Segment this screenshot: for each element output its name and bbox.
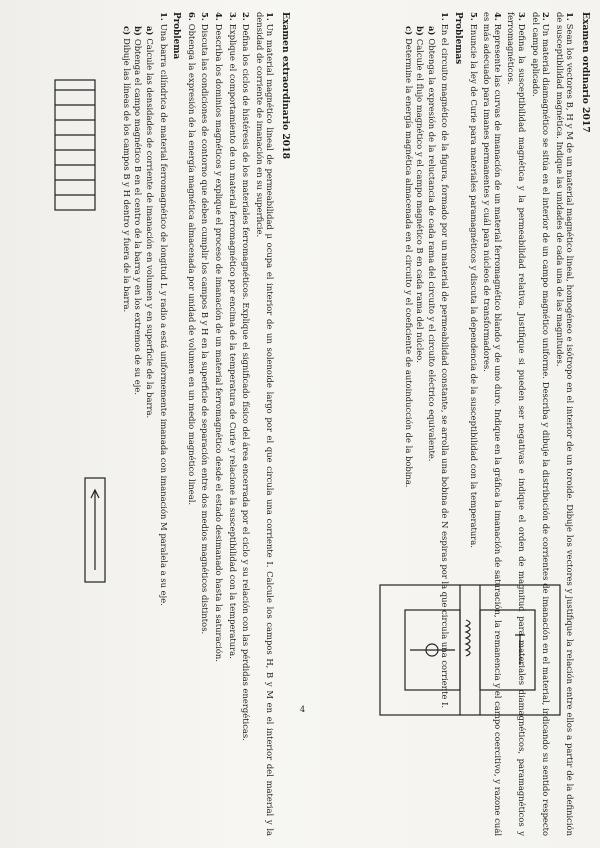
right-problem-1a: a)Obtenga la expresión de la reluctancia de cada rama del circuito y el circuito eléctrico equivalente. xyxy=(426,26,437,462)
right-question-3: 3.Defina la susceptibilidad magnética y la permeabilidad relativa. Justifique si pueden ser negativas e indique el orden de magnitud para materiales diamagnéticos, paramagnéticos y ferromagnéticos. xyxy=(506,12,528,836)
page-number: 4 xyxy=(300,705,306,714)
right-question-4: 4.Represente las curvas de imanación de un material ferromagnético blando y de uno duro. Indique en la gráfica la imanación de saturación, la remanencia y el campo coercitivo, y razone cuál es más adecuado para imanes permanentes y cuál para núcleos de transformadores. xyxy=(482,12,503,836)
right-problem-1: 1.En el circuito magnético de la figura, formado por un material de permeabilidad constante, se arrolla una bobina de N espiras por la que circula una corriente I. xyxy=(440,12,451,709)
left-question-3: 3.Explique el comportamiento de un material ferromagnético por encima de la temperatura de Curie y relacione la susceptibilidad con la temperatura. xyxy=(227,12,238,659)
right-problem-1b: b)Calcule el flujo magnético y el campo magnético B en cada rama del núcleo. xyxy=(415,26,426,363)
bar-figure xyxy=(70,470,120,590)
left-question-6: 6.Obtenga la expresión de la energía magnética almacenada por unidad de volumen en un medio magnético lineal. xyxy=(186,12,197,506)
right-problem-1c: c)Determine la energía magnética almacenada en el circuito y el coeficiente de autoinducción de la bobina. xyxy=(403,26,414,488)
left-question-4: 4.Describa los dominios magnéticos y explique el proceso de imanación de un material ferromagnético desde el estado desimanado hasta la saturación. xyxy=(214,12,225,662)
left-title: Examen extraordinario 2018 xyxy=(280,12,291,159)
left-question-5: 5.Discuta las condiciones de contorno que deben cumplir los campos B y H en la superficie de separación entre dos medios magnéticos distintos. xyxy=(200,12,211,635)
magnetic-circuit-figure xyxy=(370,575,570,725)
coil-icon xyxy=(466,620,470,656)
left-problem-1: 1.Una barra cilíndrica de material ferromagnético de longitud L y radio a está uniformemente imanada con imanación M paralela a su eje. xyxy=(158,12,169,606)
right-title: Examen ordinario 2017 xyxy=(580,12,591,133)
left-problem-1a: a)Calcule las densidades de corriente de imanación en volumen y en superficie de la barra. xyxy=(145,26,156,419)
right-question-2: 2.Un material diamagnético se sitúa en el interior de un campo magnético uniforme. Describa y dibuje la distribución de corrientes de imanación en el material, indicando su sentido respecto del campo aplicado. xyxy=(530,12,552,836)
right-problems-title: Problemas xyxy=(453,12,464,65)
left-question-1: 1.Un material magnético lineal de permeabilidad μ ocupa el interior de un solenoide largo por el que circula una corriente I. Calcule los campos H, B y M en el interior del material y la densidad de corriente de imanación en su superficie. xyxy=(254,12,276,836)
left-problem-1b: b)Obtenga el campo magnético B en el centro de la barra y en los extremos de su eje. xyxy=(133,26,144,395)
left-problem-1c: c)Dibuje las líneas de los campos B y H dentro y fuera de la barra. xyxy=(121,26,132,313)
right-question-1: 1.Sean los vectores B, H y M de un material magnético lineal, homogéneo e isótropo en el interior de un toroide. Dibuje los vectores y justifique la relación entre ellos a partir de la definición de susceptibilidad magnética. Indique las unidades de cada una de las magnitudes. xyxy=(554,12,576,836)
left-problems-title: Problema xyxy=(171,12,182,60)
solenoid-figure xyxy=(40,70,110,220)
left-question-2: 2.Defina los ciclos de histéresis de los materiales ferromagnéticos. Explique el significado físico del área encerrada por el ciclo y su relación con las pérdidas energéticas. xyxy=(241,12,252,741)
right-question-5: 5.Enuncie la ley de Curie para materiales paramagnéticos y discuta la dependencia de la susceptibilidad con la temperatura. xyxy=(468,12,479,548)
